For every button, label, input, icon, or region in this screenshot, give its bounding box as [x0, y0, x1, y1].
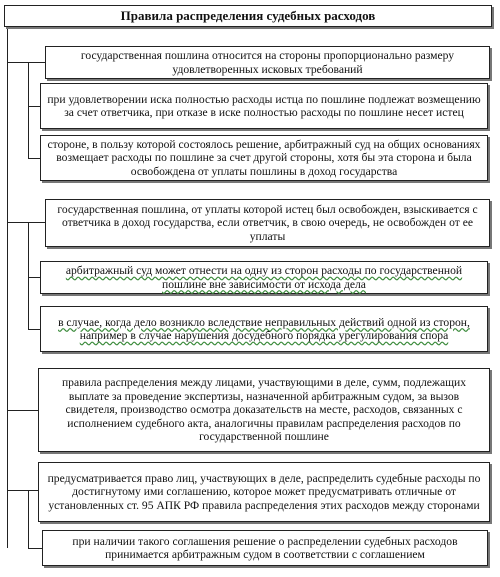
- rule-box-1-2: стороне, в пользу которой состоялось решение, арбитражный суд на общих основаниях возмещает расходы по пошлине за счет другой стороны, хотя бы эта сторона и была освобождена от уплаты пошлины в доход государства: [40, 135, 488, 181]
- sub-connector-line: [28, 222, 29, 329]
- connector: [28, 548, 42, 549]
- connector: [7, 222, 45, 223]
- sub-connector-line: [28, 490, 29, 548]
- connector: [28, 158, 40, 159]
- connector: [28, 277, 40, 278]
- rule-box-4: предусматривается право лиц, участвующих в деле, распределить судебные расходы по достигнутому ими соглашению, которое может предусматривать отличные от установленных ст. 95 АПК РФ правила распределения этих расходов между сторонами: [38, 462, 490, 522]
- sub-connector-line: [28, 62, 29, 158]
- connector: [7, 62, 45, 63]
- connector: [7, 490, 38, 491]
- connector: [28, 106, 40, 107]
- rule-box-4-1: при наличии такого соглашения решение о распределении судебных расходов принимается арбитражным судом в соответствии с соглашением: [42, 530, 488, 566]
- rule-box-1-1: при удовлетворении иска полностью расходы истца по пошлине подлежат возмещению за счет ответчика, при отказе в иске полностью расходы по пошлине несет истец: [40, 83, 488, 129]
- rule-box-1: государственная пошлина относится на стороны пропорционально размеру удовлетворенных исковых требований: [45, 46, 490, 79]
- rule-box-2-2-text: в случае, когда дело возникло вследствие неправильных действий одной из сторон, например в случае нарушения досудебного порядка урегулирования спора: [58, 315, 470, 342]
- diagram-title: Правила распределения судебных расходов: [4, 5, 492, 27]
- rule-box-3: правила распределения между лицами, участвующими в деле, сумм, подлежащих выплате за проведение экспертизы, назначенной арбитражным судом, за вызов свидетеля, производство осмотра доказательств на месте, расходов, связанных с исполнением судебного акта, аналогичны правилам распределения расходов по государственной пошлине: [38, 368, 490, 452]
- rule-box-2-2: [40, 306, 488, 352]
- rule-box-2: государственная пошлина, от уплаты которой истец был освобожден, взыскивается с ответчика в доход государства, если ответчик, в свою очередь, не освобожден от ее уплаты: [45, 199, 490, 247]
- connector: [28, 329, 40, 330]
- main-connector-line: [7, 28, 8, 548]
- rule-box-2-1-text: арбитражный суд может отнести на одну из сторон расходы по государственной пошлине вне зависимости от исхода дела: [65, 264, 463, 291]
- rule-box-2-1: [40, 261, 488, 294]
